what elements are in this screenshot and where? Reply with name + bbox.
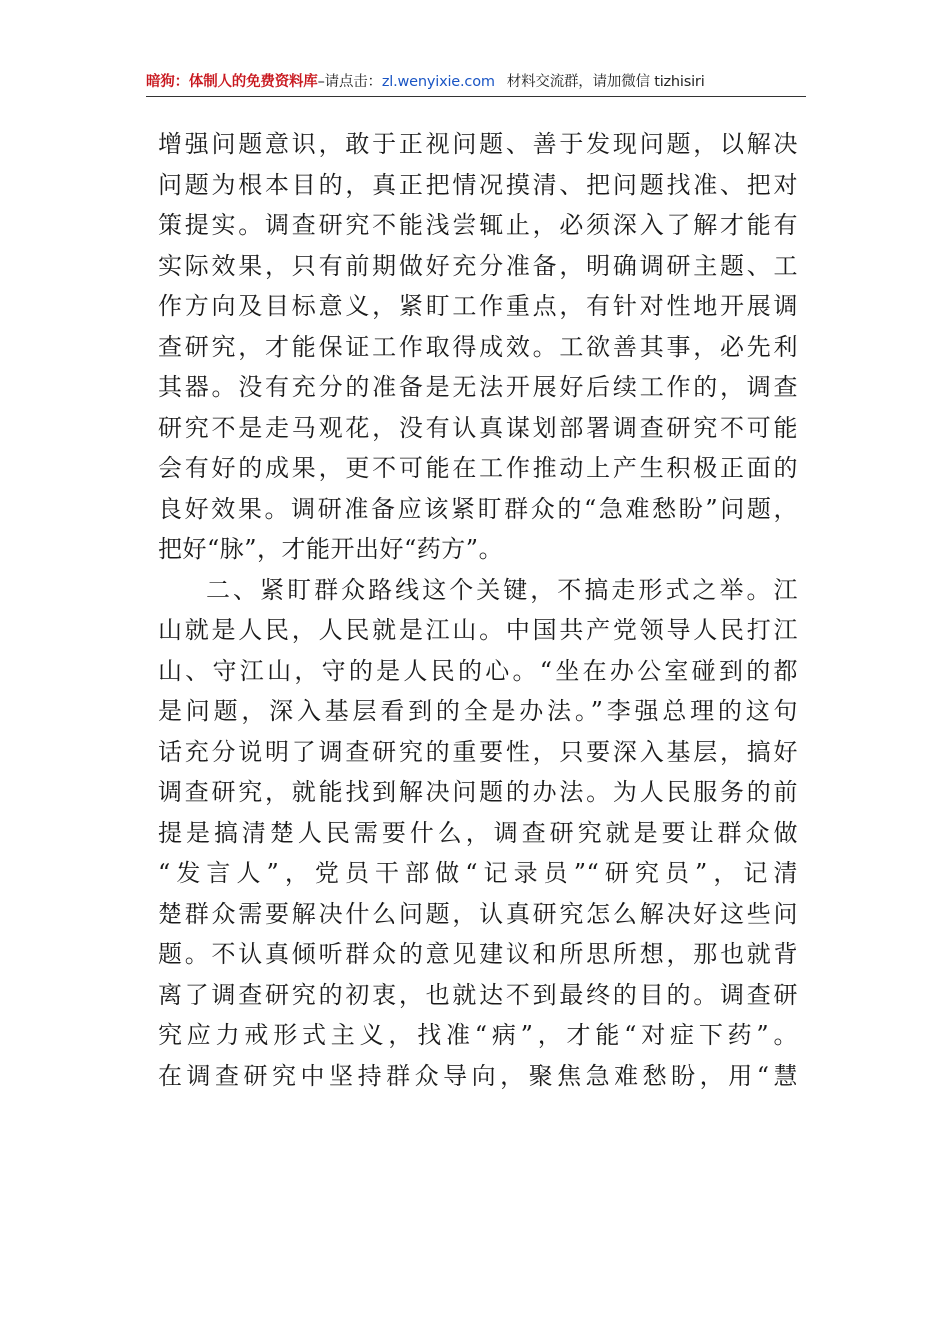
text-line: 把好“脉”，才能开出好“药方”。 xyxy=(158,535,504,563)
text-line: 查研究，才能保证工作取得成效。工欲善其事，必先利 xyxy=(158,332,798,361)
text-line: 是问题，深入基层看到的全是办法。”李强总理的这句 xyxy=(158,697,798,725)
text-line: 山就是人民，人民就是江山。中国共产党领导人民打江 xyxy=(158,616,798,644)
section-heading-line: 二、紧盯群众路线这个关键，不搞走形式之举。江 xyxy=(206,575,798,604)
header-divider xyxy=(146,96,806,97)
text-line: 良好效果。调研准备应该紧盯群众的“急难愁盼”问题， xyxy=(158,494,798,523)
document-body xyxy=(158,124,798,1096)
text-line: 山、守江山，守的是人民的心。“坐在办公室碰到的都 xyxy=(158,656,798,685)
text-line: 会有好的成果，更不可能在工作推动上产生积极正面的 xyxy=(158,454,798,482)
text-line: “发言人”，党员干部做“记录员”“研究员”，记清 xyxy=(158,859,798,887)
text-line: 楚群众需要解决什么问题，认真研究怎么解决好这些问 xyxy=(158,899,798,928)
header-contact: 材料交流群，请加微信 tizhisiri xyxy=(506,74,705,90)
text-line: 调查研究，就能找到解决问题的办法。为人民服务的前 xyxy=(158,778,798,806)
header-click-prompt: –请点击： xyxy=(317,74,382,90)
page-header xyxy=(146,70,806,94)
text-line: 在调查研究中坚持群众导向，聚焦急难愁盼，用“慧 xyxy=(158,1061,798,1090)
text-line: 题。不认真倾听群众的意见建议和所思所想，那也就背 xyxy=(158,940,798,968)
header-link[interactable]: zl.wenyixie.com xyxy=(381,74,495,90)
text-line: 研究不是走马观花，没有认真谋划部署调查研究不可能 xyxy=(158,413,798,442)
text-line: 实际效果，只有前期做好充分准备，明确调研主题、工 xyxy=(158,251,798,280)
text-line: 作方向及目标意义，紧盯工作重点，有针对性地开展调 xyxy=(158,292,798,320)
text-line: 增强问题意识，敢于正视问题、善于发现问题，以解决 xyxy=(158,130,798,158)
header-brand: 暗狗：体制人的免费资料库 xyxy=(146,74,318,90)
text-line: 离了调查研究的初衷，也就达不到最终的目的。调查研 xyxy=(158,980,798,1009)
text-line: 提是搞清楚人民需要什么，调查研究就是要让群众做 xyxy=(158,818,798,847)
text-line: 话充分说明了调查研究的重要性，只要深入基层，搞好 xyxy=(158,737,798,766)
text-line: 策提实。调查研究不能浅尝辄止，必须深入了解才能有 xyxy=(158,211,798,239)
text-line: 问题为根本目的，真正把情况摸清、把问题找准、把对 xyxy=(158,170,798,199)
text-line: 究应力戒形式主义，找准“病”，才能“对症下药”。 xyxy=(158,1021,798,1049)
text-line: 其器。没有充分的准备是无法开展好后续工作的，调查 xyxy=(158,373,798,401)
